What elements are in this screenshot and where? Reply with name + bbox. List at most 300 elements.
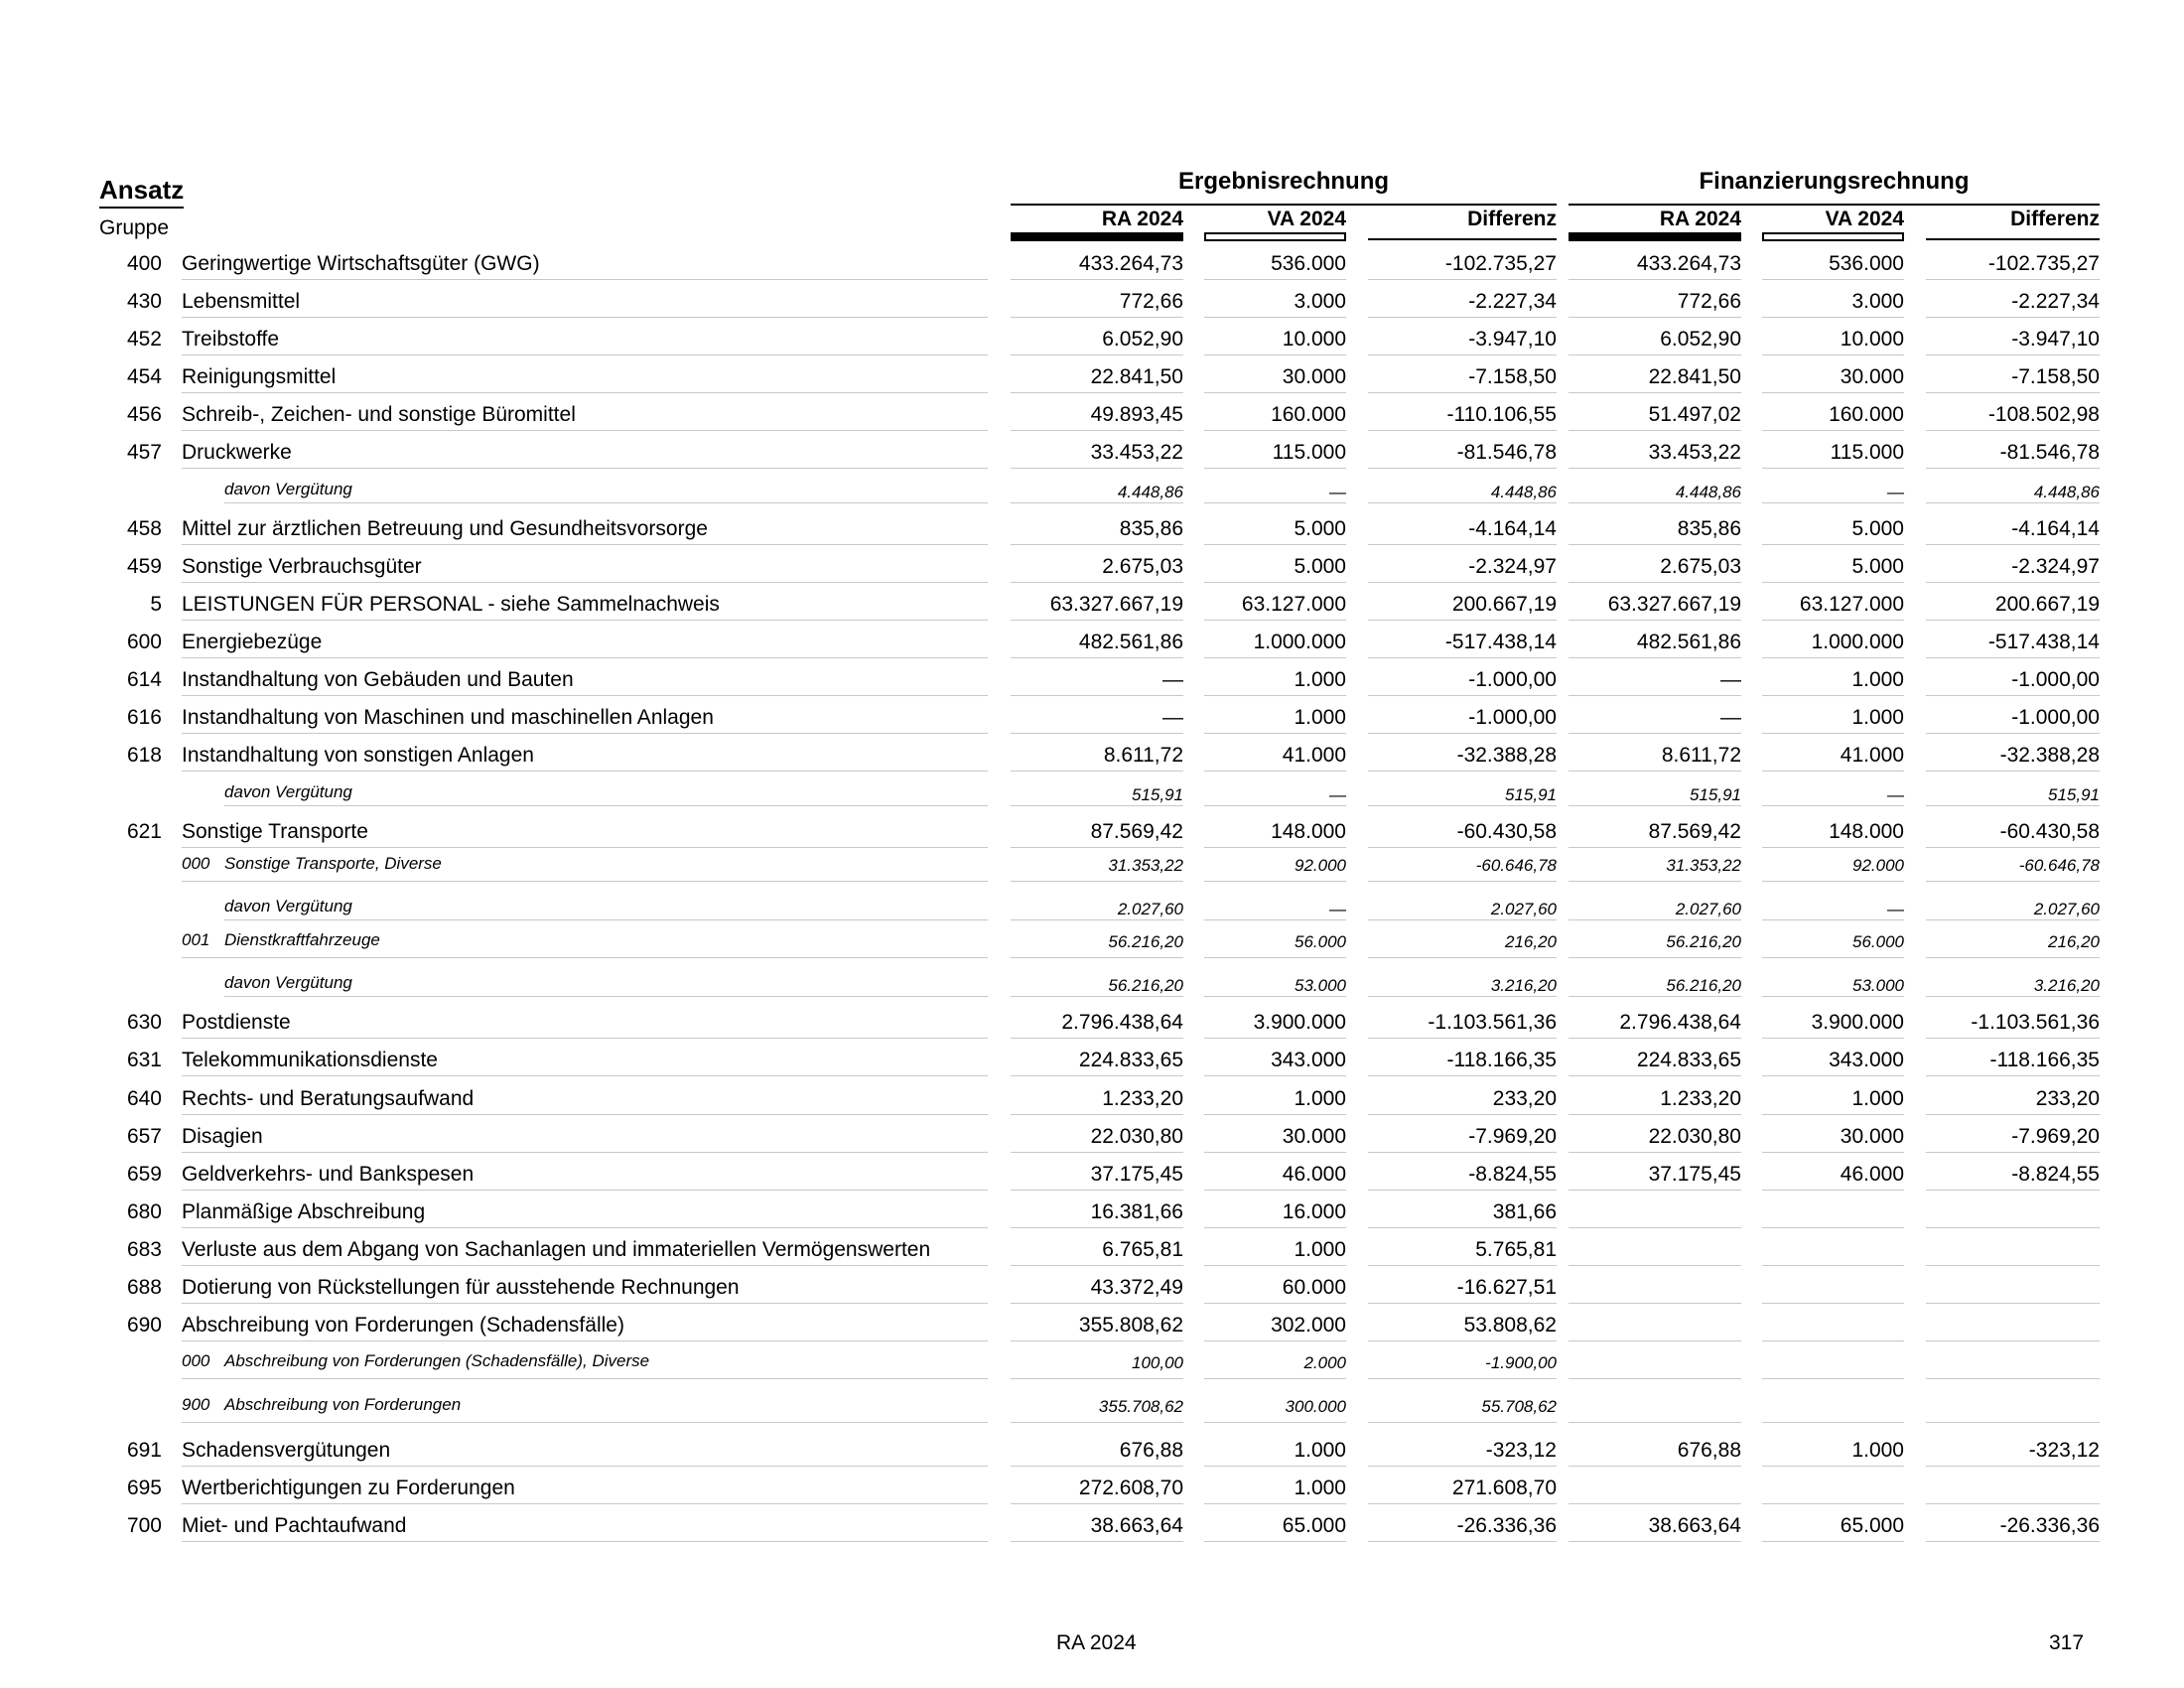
row-rule [1011, 317, 1183, 318]
row-rule [1926, 430, 2100, 431]
value-cell: 536.000 [1271, 252, 1346, 275]
row-rule [1926, 502, 2100, 503]
row-label: Rechts- und Beratungsaufwand [182, 1087, 475, 1110]
value-cell: 63.327.667,19 [1049, 593, 1183, 616]
row-rule [1368, 771, 1557, 772]
row-rule [182, 847, 988, 848]
row-rule [1762, 1114, 1904, 1115]
row-rule [1762, 695, 1904, 696]
value-cell: 1.233,20 [1102, 1087, 1183, 1110]
row-label: Geringwertige Wirtschaftsgüter (GWG) [182, 252, 540, 275]
row-rule [1011, 1541, 1183, 1542]
value-cell: 1.000.000 [1253, 631, 1346, 653]
value-cell: -7.969,20 [2011, 1125, 2100, 1148]
value-cell: 3.000 [1851, 290, 1904, 313]
row-rule [1204, 957, 1346, 958]
value-cell: 2.675,03 [1660, 555, 1741, 578]
value-cell: -1.103.561,36 [1971, 1011, 2100, 1034]
row-rule [1926, 544, 2100, 545]
value-cell: 56.216,20 [1666, 932, 1741, 951]
row-subcode: 000 [182, 1351, 210, 1370]
row-rule [1204, 1152, 1346, 1153]
row-rule [1011, 657, 1183, 658]
row-label: Abschreibung von Forderungen [224, 1395, 462, 1414]
row-rule [182, 1378, 988, 1379]
row-rule [1569, 1378, 1741, 1379]
row-rule [1204, 1303, 1346, 1304]
row-label: Abschreibung von Forderungen (Schadensfälle), Diverse [224, 1351, 650, 1370]
row-rule [1926, 771, 2100, 772]
row-rule [1569, 582, 1741, 583]
value-cell: — [1887, 483, 1904, 501]
row-rule [182, 430, 988, 431]
value-cell: -60.646,78 [1475, 856, 1557, 875]
group-title-ergebnisrechnung: Ergebnisrechnung [1177, 168, 1390, 195]
legend-bar-ra [1569, 232, 1741, 241]
value-cell: 381,66 [1492, 1200, 1557, 1223]
value-cell: 53.000 [1295, 976, 1346, 995]
row-rule [1569, 1038, 1741, 1039]
row-rule [1926, 657, 2100, 658]
row-code: 456 [126, 403, 162, 426]
row-code: 614 [126, 668, 162, 691]
row-rule [1368, 430, 1557, 431]
value-cell: 30.000 [1282, 1125, 1346, 1148]
row-rule [1011, 847, 1183, 848]
value-cell: — [1887, 900, 1904, 918]
row-rule [1204, 392, 1346, 393]
value-cell: -108.502,98 [1987, 403, 2100, 426]
value-cell: -2.324,97 [1468, 555, 1557, 578]
row-rule [1762, 1190, 1904, 1191]
value-cell: 515,91 [2048, 785, 2100, 804]
row-rule [1569, 279, 1741, 280]
row-rule [1569, 847, 1741, 848]
group-title-finanzierungsrechnung: Finanzierungsrechnung [1699, 168, 1970, 195]
row-code: 700 [126, 1514, 162, 1537]
row-rule [182, 354, 988, 355]
row-rule [1926, 1378, 2100, 1379]
value-cell: 271.608,70 [1451, 1477, 1557, 1499]
value-cell: 33.453,22 [1648, 441, 1741, 464]
value-cell: -26.336,36 [1999, 1514, 2100, 1537]
row-rule [1762, 657, 1904, 658]
row-rule [1368, 733, 1557, 734]
value-cell: -118.166,35 [1446, 1049, 1557, 1071]
row-rule [1762, 468, 1904, 469]
row-rule [1926, 1227, 2100, 1228]
value-cell: -16.627,51 [1456, 1276, 1557, 1299]
value-cell: 2.000 [1303, 1353, 1346, 1372]
row-rule [224, 996, 988, 997]
row-rule [1011, 279, 1183, 280]
value-cell: 433.264,73 [1636, 252, 1741, 275]
row-rule [182, 1541, 988, 1542]
value-cell: — [1329, 900, 1346, 918]
row-rule [1368, 957, 1557, 958]
row-rule [1011, 1114, 1183, 1115]
row-label: LEISTUNGEN FÜR PERSONAL - siehe Sammelnachweis [182, 593, 720, 616]
row-rule [182, 279, 988, 280]
row-code: 691 [126, 1439, 162, 1462]
row-rule [1926, 1114, 2100, 1115]
row-rule [1569, 1541, 1741, 1542]
row-rule [1762, 279, 1904, 280]
row-code: 458 [126, 517, 162, 540]
row-label: Geldverkehrs- und Bankspesen [182, 1163, 475, 1186]
row-rule [1926, 1303, 2100, 1304]
value-cell: 37.175,45 [1648, 1163, 1741, 1186]
row-rule [1762, 317, 1904, 318]
row-rule [182, 1152, 988, 1153]
row-rule [182, 1303, 988, 1304]
value-cell: 53.000 [1852, 976, 1904, 995]
row-rule [1762, 957, 1904, 958]
value-cell: 92.000 [1852, 856, 1904, 875]
row-rule [1204, 771, 1346, 772]
row-rule [1368, 354, 1557, 355]
row-label: Telekommunikationsdienste [182, 1049, 438, 1071]
row-label: Planmäßige Abschreibung [182, 1200, 426, 1223]
value-cell: 1.000 [1851, 668, 1904, 691]
row-rule [1011, 620, 1183, 621]
value-cell: -102.735,27 [1987, 252, 2100, 275]
row-label: Reinigungsmittel [182, 365, 337, 388]
value-cell: 87.569,42 [1648, 820, 1741, 843]
value-cell: -2.227,34 [2011, 290, 2100, 313]
row-rule [182, 1114, 988, 1115]
row-rule [1762, 502, 1904, 503]
row-rule [182, 582, 988, 583]
value-cell: -60.430,58 [1456, 820, 1557, 843]
row-rule [182, 1190, 988, 1191]
row-code: 680 [126, 1200, 162, 1223]
row-rule [1011, 1378, 1183, 1379]
row-code: 631 [126, 1049, 162, 1071]
row-rule [1011, 1466, 1183, 1467]
value-cell: 65.000 [1282, 1514, 1346, 1537]
value-cell: 22.030,80 [1090, 1125, 1183, 1148]
row-code: 457 [126, 441, 162, 464]
header-gruppe: Gruppe [99, 216, 170, 239]
row-rule [1011, 1190, 1183, 1191]
row-code: 695 [126, 1477, 162, 1499]
row-rule [1011, 392, 1183, 393]
row-rule [1926, 1422, 2100, 1423]
row-label: Disagien [182, 1125, 263, 1148]
value-cell: 835,86 [1677, 517, 1741, 540]
value-cell: -4.164,14 [1468, 517, 1557, 540]
row-rule [1569, 1152, 1741, 1153]
row-rule [182, 881, 988, 882]
value-cell: 1.000 [1294, 706, 1346, 729]
row-rule [1011, 1265, 1183, 1266]
value-cell: -110.106,55 [1446, 403, 1557, 426]
value-cell: -7.969,20 [1468, 1125, 1557, 1148]
row-rule [1204, 1265, 1346, 1266]
row-rule [1011, 1303, 1183, 1304]
row-rule [1569, 544, 1741, 545]
row-rule [1204, 620, 1346, 621]
row-rule [1368, 279, 1557, 280]
row-rule [1204, 733, 1346, 734]
row-rule [1204, 430, 1346, 431]
value-cell: 3.216,20 [1490, 976, 1557, 995]
row-rule [1762, 1303, 1904, 1304]
row-rule [1569, 1303, 1741, 1304]
value-cell: 46.000 [1840, 1163, 1904, 1186]
row-rule [1926, 1340, 2100, 1341]
value-cell: -118.166,35 [1989, 1049, 2100, 1071]
row-rule [1368, 805, 1557, 806]
row-rule [1569, 1190, 1741, 1191]
value-cell: 63.127.000 [1799, 593, 1904, 616]
row-rule [1926, 354, 2100, 355]
value-cell: 38.663,64 [1090, 1514, 1183, 1537]
value-cell: 31.353,22 [1666, 856, 1741, 875]
row-code: 659 [126, 1163, 162, 1186]
row-rule [1569, 620, 1741, 621]
value-cell: 676,88 [1677, 1439, 1741, 1462]
value-cell: -2.324,97 [2011, 555, 2100, 578]
row-code: 452 [126, 328, 162, 351]
legend-bar-diff [1368, 238, 1557, 240]
group-rule [1011, 204, 1557, 206]
row-subcode: 000 [182, 854, 210, 873]
row-rule [224, 919, 988, 920]
row-rule [1569, 695, 1741, 696]
row-rule [1762, 1541, 1904, 1542]
colhead-f-diff: Differenz [2010, 208, 2100, 230]
value-cell: -8.824,55 [2011, 1163, 2100, 1186]
row-rule [1011, 1422, 1183, 1423]
row-rule [1368, 881, 1557, 882]
row-rule [1569, 1265, 1741, 1266]
row-rule [1368, 695, 1557, 696]
value-cell: 30.000 [1840, 1125, 1904, 1148]
row-rule [1926, 1466, 2100, 1467]
row-rule [1926, 1075, 2100, 1076]
value-cell: 115.000 [1830, 441, 1904, 464]
value-cell: -1.000,00 [2011, 668, 2100, 691]
value-cell: 1.000 [1294, 1087, 1346, 1110]
legend-bar-va [1762, 232, 1904, 241]
value-cell: 482.561,86 [1078, 631, 1183, 653]
colhead-e-va: VA 2024 [1267, 208, 1346, 230]
value-cell: -3.947,10 [1468, 328, 1557, 351]
value-cell: -517.438,14 [1444, 631, 1557, 653]
row-rule [1569, 1075, 1741, 1076]
value-cell: 16.000 [1282, 1200, 1346, 1223]
row-rule [1368, 847, 1557, 848]
row-rule [1204, 1340, 1346, 1341]
row-rule [1569, 805, 1741, 806]
row-rule [1368, 1422, 1557, 1423]
row-rule [1011, 430, 1183, 431]
value-cell: 3.900.000 [1811, 1011, 1904, 1034]
row-code: 618 [126, 744, 162, 767]
row-rule [1762, 1378, 1904, 1379]
value-cell: 33.453,22 [1090, 441, 1183, 464]
row-label: Sonstige Transporte, Diverse [224, 854, 442, 873]
value-cell: 6.765,81 [1102, 1238, 1183, 1261]
row-rule [1762, 392, 1904, 393]
value-cell: 3.216,20 [2033, 976, 2100, 995]
value-cell: 676,88 [1119, 1439, 1183, 1462]
row-rule [1204, 1466, 1346, 1467]
value-cell: 3.900.000 [1253, 1011, 1346, 1034]
value-cell: 30.000 [1282, 365, 1346, 388]
value-cell: 2.027,60 [2033, 900, 2100, 918]
row-rule [1762, 430, 1904, 431]
row-rule [1569, 1422, 1741, 1423]
value-cell: 2.027,60 [1117, 900, 1183, 918]
row-rule [1762, 620, 1904, 621]
row-rule [1011, 1038, 1183, 1039]
row-rule [1926, 805, 2100, 806]
row-rule [1204, 354, 1346, 355]
row-rule [1011, 1503, 1183, 1504]
row-rule [1926, 1265, 2100, 1266]
value-cell: 65.000 [1840, 1514, 1904, 1537]
row-rule [1204, 996, 1346, 997]
value-cell: 148.000 [1829, 820, 1904, 843]
row-rule [1926, 695, 2100, 696]
row-label: davon Vergütung [224, 897, 352, 915]
value-cell: -26.336,36 [1456, 1514, 1557, 1537]
value-cell: 100,00 [1132, 1353, 1183, 1372]
group-rule [1569, 204, 2100, 206]
value-cell: 3.000 [1294, 290, 1346, 313]
row-label: Instandhaltung von Maschinen und maschinellen Anlagen [182, 706, 714, 729]
value-cell: 6.052,90 [1102, 328, 1183, 351]
value-cell: -1.900,00 [1485, 1353, 1557, 1372]
value-cell: 224.833,65 [1078, 1049, 1183, 1071]
row-rule [1569, 996, 1741, 997]
row-rule [182, 392, 988, 393]
value-cell: 56.000 [1295, 932, 1346, 951]
row-code: 688 [126, 1276, 162, 1299]
value-cell: 1.000 [1294, 1477, 1346, 1499]
row-rule [1762, 1466, 1904, 1467]
row-label: Verluste aus dem Abgang von Sachanlagen und immateriellen Vermögenswerten [182, 1238, 931, 1261]
value-cell: -1.000,00 [1468, 706, 1557, 729]
legend-bar-va [1204, 232, 1346, 241]
row-rule [1011, 1340, 1183, 1341]
row-rule [1011, 544, 1183, 545]
row-label: davon Vergütung [224, 480, 352, 498]
row-rule [1368, 996, 1557, 997]
row-code: 657 [126, 1125, 162, 1148]
row-rule [1368, 392, 1557, 393]
value-cell: 5.000 [1851, 517, 1904, 540]
row-label: Schadensvergütungen [182, 1439, 391, 1462]
row-rule [1368, 1075, 1557, 1076]
row-label: Dienstkraftfahrzeuge [224, 930, 380, 949]
value-cell: — [1329, 483, 1346, 501]
value-cell: 4.448,86 [2033, 483, 2100, 501]
value-cell: 1.000 [1294, 1238, 1346, 1261]
value-cell: 51.497,02 [1648, 403, 1741, 426]
value-cell: 2.796.438,64 [1061, 1011, 1183, 1034]
row-label: Lebensmittel [182, 290, 301, 313]
row-rule [1368, 919, 1557, 920]
value-cell: 200.667,19 [1451, 593, 1557, 616]
row-rule [182, 1422, 988, 1423]
value-cell: 22.841,50 [1648, 365, 1741, 388]
value-cell: 5.000 [1294, 517, 1346, 540]
value-cell: 1.000 [1294, 1439, 1346, 1462]
row-rule [1569, 392, 1741, 393]
row-rule [1204, 1378, 1346, 1379]
value-cell: 1.000 [1851, 1439, 1904, 1462]
row-rule [1011, 957, 1183, 958]
row-rule [1926, 847, 2100, 848]
row-rule [1204, 279, 1346, 280]
row-label: Schreib-, Zeichen- und sonstige Büromittel [182, 403, 576, 426]
value-cell: 200.667,19 [1994, 593, 2100, 616]
value-cell: 49.893,45 [1090, 403, 1183, 426]
value-cell: 46.000 [1282, 1163, 1346, 1186]
page-number: 317 [2049, 1631, 2085, 1654]
row-rule [1368, 544, 1557, 545]
row-rule [1204, 919, 1346, 920]
row-rule [1368, 317, 1557, 318]
row-rule [1011, 805, 1183, 806]
value-cell: -7.158,50 [2011, 365, 2100, 388]
row-rule [1569, 430, 1741, 431]
row-rule [1368, 1466, 1557, 1467]
row-rule [1926, 1152, 2100, 1153]
value-cell: 536.000 [1829, 252, 1904, 275]
value-cell: 5.765,81 [1475, 1238, 1557, 1261]
row-rule [224, 805, 988, 806]
header-ansatz: Ansatz [99, 175, 184, 209]
row-subcode: 001 [182, 930, 210, 949]
value-cell: 2.675,03 [1102, 555, 1183, 578]
row-rule [1569, 881, 1741, 882]
row-rule [1368, 1227, 1557, 1228]
value-cell: 355.808,62 [1078, 1314, 1183, 1336]
value-cell: -32.388,28 [1456, 744, 1557, 767]
row-rule [1926, 620, 2100, 621]
colhead-e-ra: RA 2024 [1101, 208, 1183, 230]
row-rule [1368, 582, 1557, 583]
value-cell: — [1720, 668, 1741, 691]
row-label: Energiebezüge [182, 631, 323, 653]
row-rule [1204, 1075, 1346, 1076]
value-cell: 5.000 [1294, 555, 1346, 578]
row-rule [1926, 733, 2100, 734]
row-rule [1569, 919, 1741, 920]
row-rule [1926, 957, 2100, 958]
row-rule [1204, 1422, 1346, 1423]
row-rule [1368, 1541, 1557, 1542]
colhead-e-diff: Differenz [1467, 208, 1557, 230]
row-rule [1926, 881, 2100, 882]
row-rule [1368, 1152, 1557, 1153]
row-label: Treibstoffe [182, 328, 280, 351]
row-code: 690 [126, 1314, 162, 1336]
row-code: 459 [126, 555, 162, 578]
row-rule [1762, 1038, 1904, 1039]
row-rule [1569, 957, 1741, 958]
row-rule [182, 1075, 988, 1076]
row-rule [1926, 468, 2100, 469]
value-cell: 216,20 [2048, 932, 2100, 951]
value-cell: 55.708,62 [1481, 1397, 1557, 1416]
row-rule [182, 468, 988, 469]
